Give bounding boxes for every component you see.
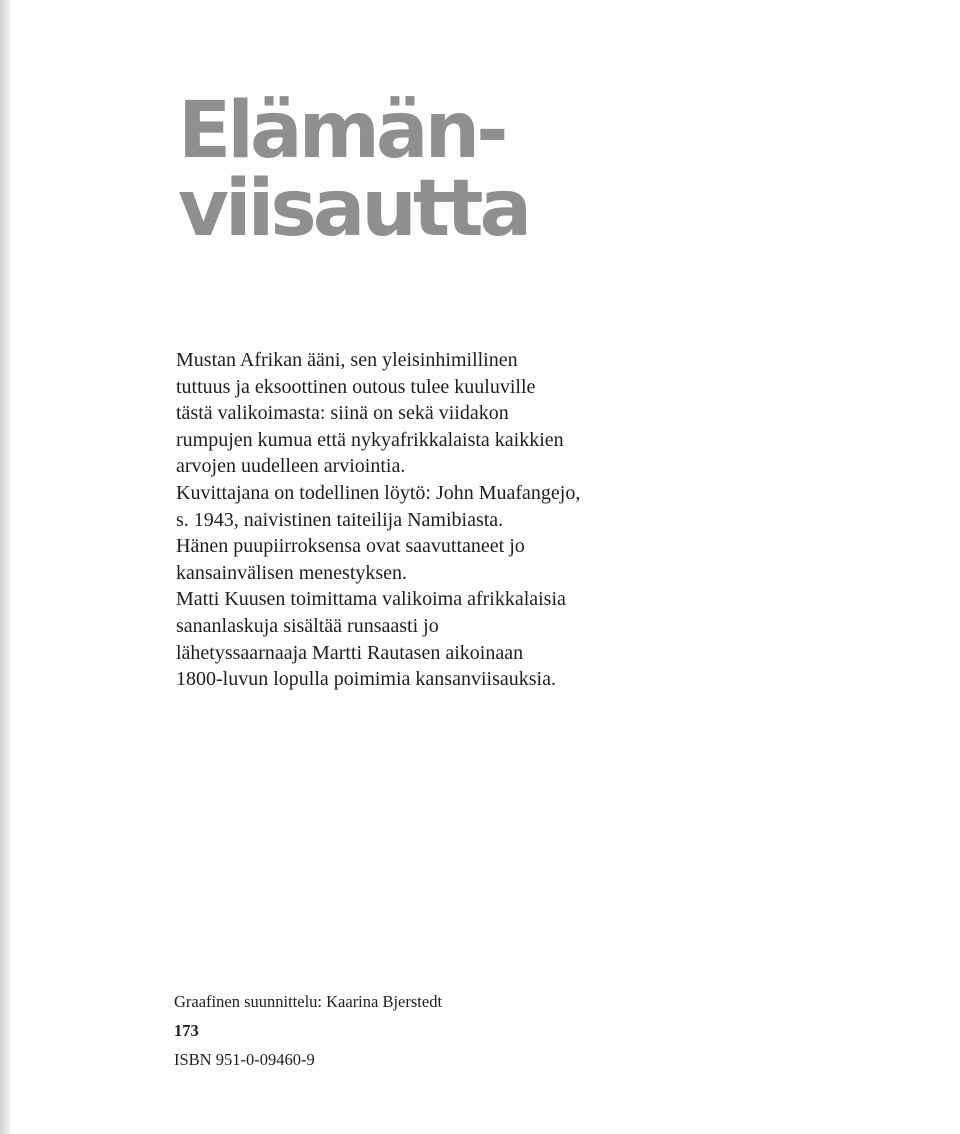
blurb-line: kansainvälisen menestyksen. xyxy=(176,561,408,584)
blurb-line: tästä valikoimasta: siinä on sekä viidakon xyxy=(176,402,509,425)
isbn: ISBN 951-0-09460-9 xyxy=(174,1050,315,1069)
blurb-line: sananlaskuja sisältää runsaasti jo xyxy=(176,614,439,637)
blurb-line: 1800-luvun lopulla poimimia kansanviisauksia. xyxy=(176,668,556,691)
colophon xyxy=(174,987,574,1074)
series-number: 173 xyxy=(174,1021,199,1040)
blurb-line: arvojen uudelleen arviointia. xyxy=(176,455,406,478)
page-edge-shadow xyxy=(0,0,10,1134)
design-credit: Graafinen suunnittelu: Kaarina Bjerstedt xyxy=(174,992,443,1011)
blurb-line: lähetyssaarnaaja Martti Rautasen aikoinaan xyxy=(176,641,524,664)
blurb-line: tuttuus ja eksoottinen outous tulee kuuluville xyxy=(176,375,536,398)
blurb-line: Hänen puupiirroksensa ovat saavuttaneet jo xyxy=(176,535,525,558)
title-line-2: viisautta xyxy=(178,164,529,254)
blurb-line: Matti Kuusen toimittama valikoima afrikkalaisia xyxy=(176,588,566,611)
blurb-text xyxy=(176,347,696,693)
blurb-line: s. 1943, naivistinen taiteilija Namibiasta. xyxy=(176,508,504,531)
blurb-line: Mustan Afrikan ääni, sen yleisinhimillinen xyxy=(176,349,518,371)
blurb-line: Kuvittajana on todellinen löytö: John Muafangejo, xyxy=(176,481,581,504)
blurb-line: rumpujen kumua että nykyafrikkalaista kaikkien xyxy=(176,428,564,451)
title-line-1: Elämän- xyxy=(178,86,505,176)
book-title xyxy=(178,86,538,254)
